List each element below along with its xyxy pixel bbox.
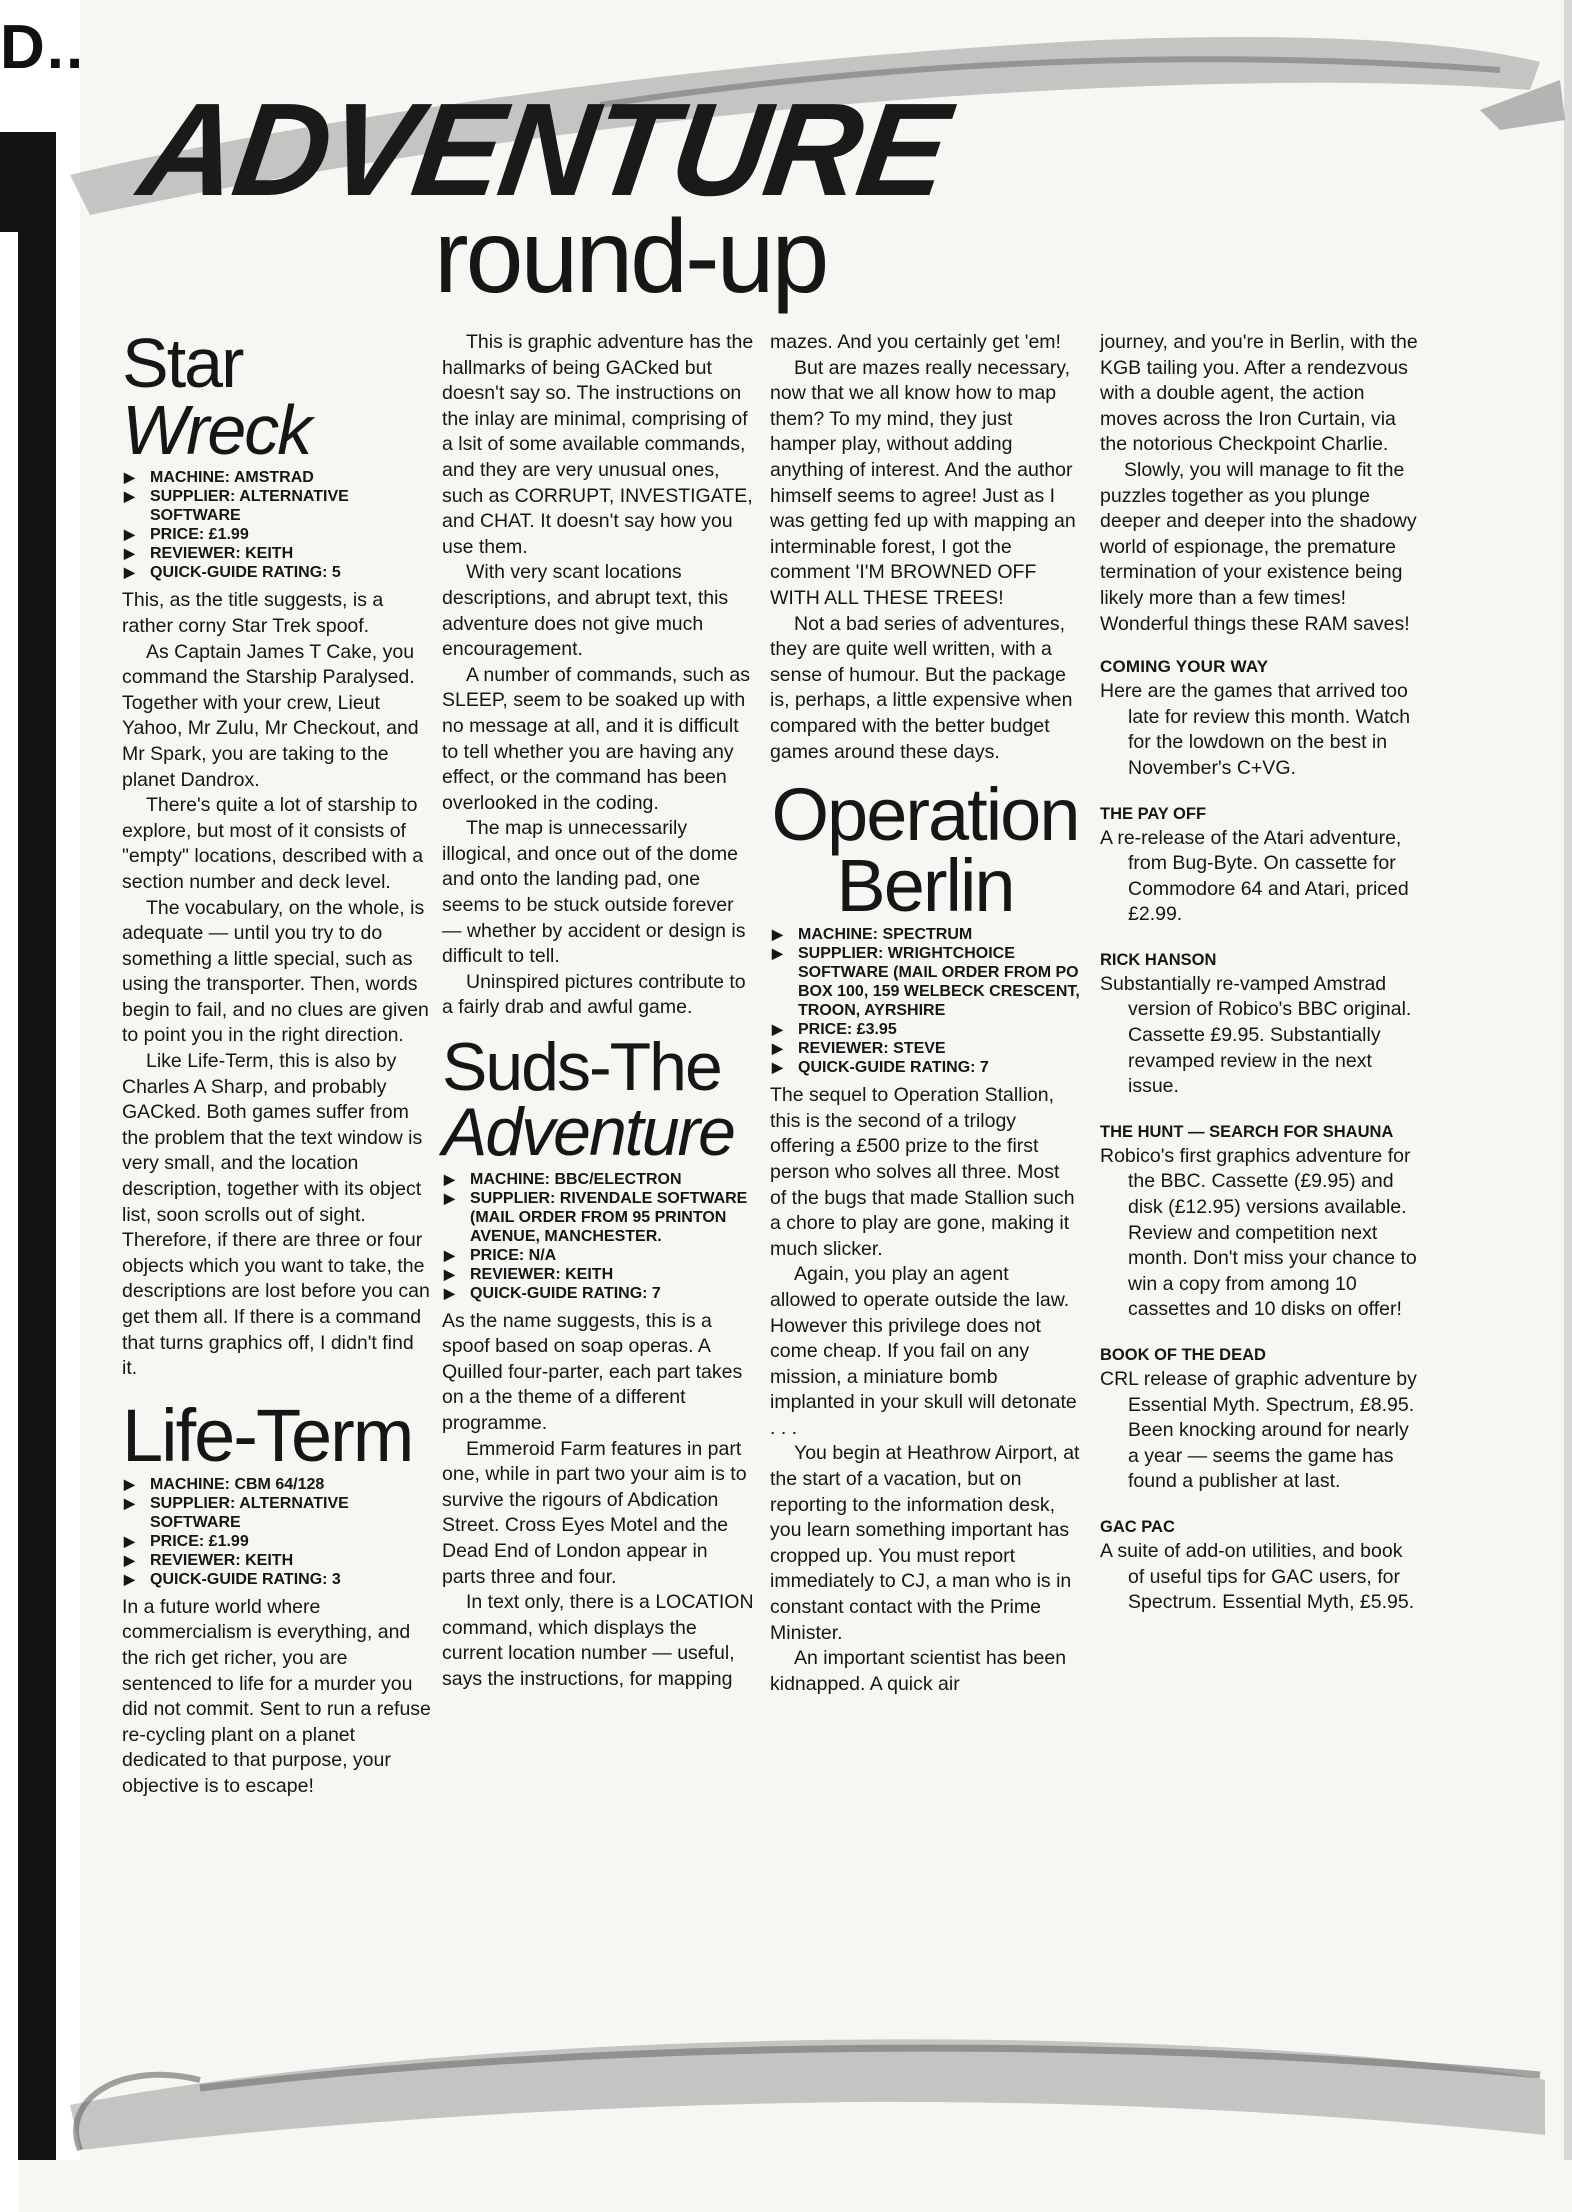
- upcoming-game-title: THE HUNT — SEARCH FOR SHAUNA: [1100, 1122, 1394, 1141]
- paragraph: A number of commands, such as SLEEP, seem to be soaked up with no message at all, and it is difficult to tell whether you are having any effect, or the command has been overlooked in the coding.: [442, 663, 750, 814]
- spec-price: ▶ PRICE: N/A: [442, 1246, 754, 1265]
- review-body-operation-berlin-continued: [1100, 330, 1420, 637]
- paragraph: Not a bad series of adventures, they are quite well written, with a sense of humour. But the package is, perhaps, a little expensive when compared with the better budget games around these days.: [770, 612, 1073, 763]
- paragraph: The map is unnecessarily illogical, and once out of the dome and onto the landing pad, one seems to be stuck outside forever — whether by accident or design is difficult to tell.: [442, 817, 746, 968]
- review-title-suds: Suds-The Adventure: [442, 1029, 734, 1171]
- paragraph: There's quite a lot of starship to explore, but most of it consists of "empty" locations, described with a section number and deck level.: [122, 794, 424, 893]
- column-4: [1100, 330, 1420, 1616]
- paragraph: Uninspired pictures contribute to a fairly drab and awful game.: [442, 970, 746, 1019]
- paragraph: Slowly, you will manage to fit the puzzles together as you plunge deeper and deeper into the shadowy world of espionage, the premature termination of your existence being likely more than a few times! Wonderful things these RAM saves!: [1100, 458, 1417, 635]
- coming-your-way-section: [1100, 657, 1420, 1616]
- paragraph: journey, and you're in Berlin, with the KGB tailing you. After a rendezvous with a double agent, the action moves across the Iron Curtain, via the notorious Checkpoint Charlie.: [1100, 331, 1418, 456]
- paragraph: Again, you play an agent allowed to operate outside the law. However this privilege does not come cheap. If you fail on any mission, a miniature bomb implanted in your skull will detonate . . .: [770, 1263, 1077, 1439]
- review-title-life-term: Life-Term: [122, 1393, 413, 1477]
- spec-machine: ▶ MACHINE: AMSTRAD: [122, 468, 434, 487]
- paragraph: This, as the title suggests, is a rather corny Star Trek spoof.: [122, 589, 384, 637]
- review-specs-life-term: [122, 1475, 434, 1589]
- paragraph: Emmeroid Farm features in part one, while in part two your aim is to survive the rigours of Abdication Street. Cross Eyes Motel and the Dead End of London appear in parts three and four.: [442, 1437, 747, 1588]
- paragraph: In text only, there is a LOCATION command, which displays the current location number — useful, says the instructions, for mapping: [442, 1591, 754, 1690]
- spec-rating: ▶ QUICK-GUIDE RATING: 7: [442, 1284, 754, 1303]
- review-body-suds-continued: [770, 330, 1080, 765]
- previous-page-edge-text: D..: [0, 13, 86, 82]
- upcoming-game-description: CRL release of graphic adventure by Essential Myth. Spectrum, £8.95. Been knocking around for nearly a year — seems the game has found a publisher at last.: [1100, 1368, 1417, 1493]
- spec-rating: ▶ QUICK-GUIDE RATING: 5: [122, 563, 434, 582]
- paragraph: Like Life-Term, this is also by Charles A Sharp, and probably GACked. Both games suffer from the problem that the text window is very small, and the location description, together with its object list, soon scrolls out of sight. Therefore, if there are three or four objects which you want to take, the descriptions are lost before you can get them all. If there is a command that turns graphics off, I didn't find it.: [122, 1050, 430, 1380]
- spec-reviewer: ▶ REVIEWER: KEITH: [122, 544, 434, 563]
- paragraph: This is graphic adventure has the hallmarks of being GACked but doesn't say so. The instructions on the inlay are minimal, comprising of a lsit of some available commands, and they are very unusual ones, such as CORRUPT, INVESTIGATE, and CHAT. It doesn't say how you use them.: [442, 331, 754, 558]
- spec-price: ▶ PRICE: £1.99: [122, 1532, 434, 1551]
- spec-reviewer: ▶ REVIEWER: KEITH: [442, 1265, 754, 1284]
- upcoming-game-item: [1100, 1345, 1420, 1495]
- review-body-star-wreck: [122, 588, 434, 1381]
- spec-machine: ▶ MACHINE: CBM 64/128: [122, 1475, 434, 1494]
- spec-supplier: ▶ SUPPLIER: WRIGHTCHOICE SOFTWARE (MAIL ORDER FROM PO BOX 100, 159 WELBECK CRESCENT, TROON, AYRSHIRE: [770, 944, 1080, 1020]
- upcoming-game-title: RICK HANSON: [1100, 950, 1217, 969]
- spec-machine: ▶ MACHINE: SPECTRUM: [770, 925, 1080, 944]
- review-title-operation-berlin: Operation Berlin: [771, 773, 1079, 928]
- review-body-life-term: [122, 1595, 434, 1800]
- spec-reviewer: ▶ REVIEWER: KEITH: [122, 1551, 434, 1570]
- paragraph: An important scientist has been kidnapped. A quick air: [770, 1647, 1067, 1695]
- coming-your-way-intro: Here are the games that arrived too late for review this month. Watch for the lowdown on the best in November's C+VG.: [1100, 680, 1411, 779]
- upcoming-game-description: A re-release of the Atari adventure, from Bug-Byte. On cassette for Commodore 64 and Atari, priced £2.99.: [1100, 826, 1409, 926]
- column-2: [442, 330, 754, 1692]
- column-3: [770, 330, 1080, 1697]
- upcoming-game-title: BOOK OF THE DEAD: [1100, 1346, 1266, 1364]
- spec-supplier: ▶ SUPPLIER: RIVENDALE SOFTWARE (MAIL ORDER FROM 95 PRINTON AVENUE, MANCHESTER.: [442, 1189, 754, 1246]
- paragraph: The vocabulary, on the whole, is adequate — until you try to do something a little special, such as using the transporter. Then, words begin to fail, and no clues are given to point you in the right direction.: [122, 896, 429, 1047]
- page-title: ADVENTURE: [131, 76, 956, 223]
- paragraph: mazes. And you certainly get 'em!: [770, 331, 1061, 353]
- upcoming-game-title: GAC PAC: [1100, 1517, 1175, 1536]
- spec-rating: ▶ QUICK-GUIDE RATING: 7: [770, 1058, 1080, 1077]
- review-body-life-term-continued: [442, 330, 754, 1021]
- upcoming-game-item: [1100, 1517, 1420, 1616]
- review-specs-star-wreck: [122, 468, 434, 582]
- review-body-suds: [442, 1309, 754, 1693]
- review-specs-operation-berlin: [770, 925, 1080, 1077]
- paragraph: As the name suggests, this is a spoof based on soap operas. A Quilled four-parter, each part takes on a the theme of a different programme.: [442, 1309, 743, 1434]
- spec-reviewer: ▶ REVIEWER: STEVE: [770, 1039, 1080, 1058]
- upcoming-game-item: [1100, 1122, 1420, 1323]
- review-specs-suds: [442, 1170, 754, 1303]
- upcoming-game-description: Substantially re-vamped Amstrad version of Robico's BBC original. Cassette £9.95. Substantially revamped review in the next issue.: [1100, 972, 1412, 1098]
- upcoming-game-description: Robico's first graphics adventure for the BBC. Cassette (£9.95) and disk (£12.95) versions available. Review and competition next month. Don't miss your chance to win a copy from among 10 cassettes and 10 disks on offer!: [1100, 1144, 1417, 1321]
- spec-price: ▶ PRICE: £3.95: [770, 1020, 1080, 1039]
- spec-price: ▶ PRICE: £1.99: [122, 525, 434, 544]
- column-1: [122, 324, 434, 1800]
- spec-supplier: ▶ SUPPLIER: ALTERNATIVE SOFTWARE: [122, 1494, 434, 1532]
- paragraph: You begin at Heathrow Airport, at the start of a vacation, but on reporting to the information desk, you learn something important has cropped up. You must report immediately to CJ, a man who is in constant contact with the Prime Minister.: [770, 1442, 1080, 1644]
- upcoming-game-item: [1100, 804, 1420, 928]
- upcoming-game-title: THE PAY OFF: [1100, 804, 1207, 823]
- upcoming-game-description: A suite of add-on utilities, and book of useful tips for GAC users, for Spectrum. Essential Myth, £5.95.: [1100, 1539, 1415, 1614]
- spec-supplier: ▶ SUPPLIER: ALTERNATIVE SOFTWARE: [122, 487, 434, 525]
- paragraph: In a future world where commercialism is everything, and the rich get richer, you are sentenced to life for a murder you did not commit. Sent to run a refuse re-cycling plant on a planet dedicated to that purpose, your objective is to escape!: [122, 1595, 431, 1797]
- review-title-star-wreck: Star Wreck: [122, 324, 311, 470]
- page-subtitle: round-up: [434, 199, 827, 315]
- review-body-operation-berlin: [770, 1083, 1080, 1697]
- coming-your-way-heading: COMING YOUR WAY: [1100, 657, 1269, 677]
- upcoming-game-item: [1100, 950, 1420, 1100]
- spec-rating: ▶ QUICK-GUIDE RATING: 3: [122, 1570, 434, 1589]
- spec-machine: ▶ MACHINE: BBC/ELECTRON: [442, 1170, 754, 1189]
- paragraph: But are mazes really necessary, now that we all know how to map them? To my mind, they just hamper play, without adding anything of interest. And the author himself seems to agree! Just as I was getting fed up with mapping an interminable forest, I got the comment 'I'M BROWNED OFF WITH ALL THESE TREES!: [770, 356, 1076, 609]
- paragraph: As Captain James T Cake, you command the Starship Paralysed. Together with your crew, Lieut Yahoo, Mr Zulu, Mr Checkout, and Mr Spark, you are taking to the planet Dandrox.: [122, 640, 419, 791]
- paragraph: The sequel to Operation Stallion, this is the second of a trilogy offering a £500 prize to the first person who solves all three. Most of the bugs that made Stallion such a chore to play are gone, making it much slicker.: [770, 1084, 1075, 1260]
- paragraph: With very scant locations descriptions, and abrupt text, this adventure does not give much encouragement.: [442, 561, 729, 661]
